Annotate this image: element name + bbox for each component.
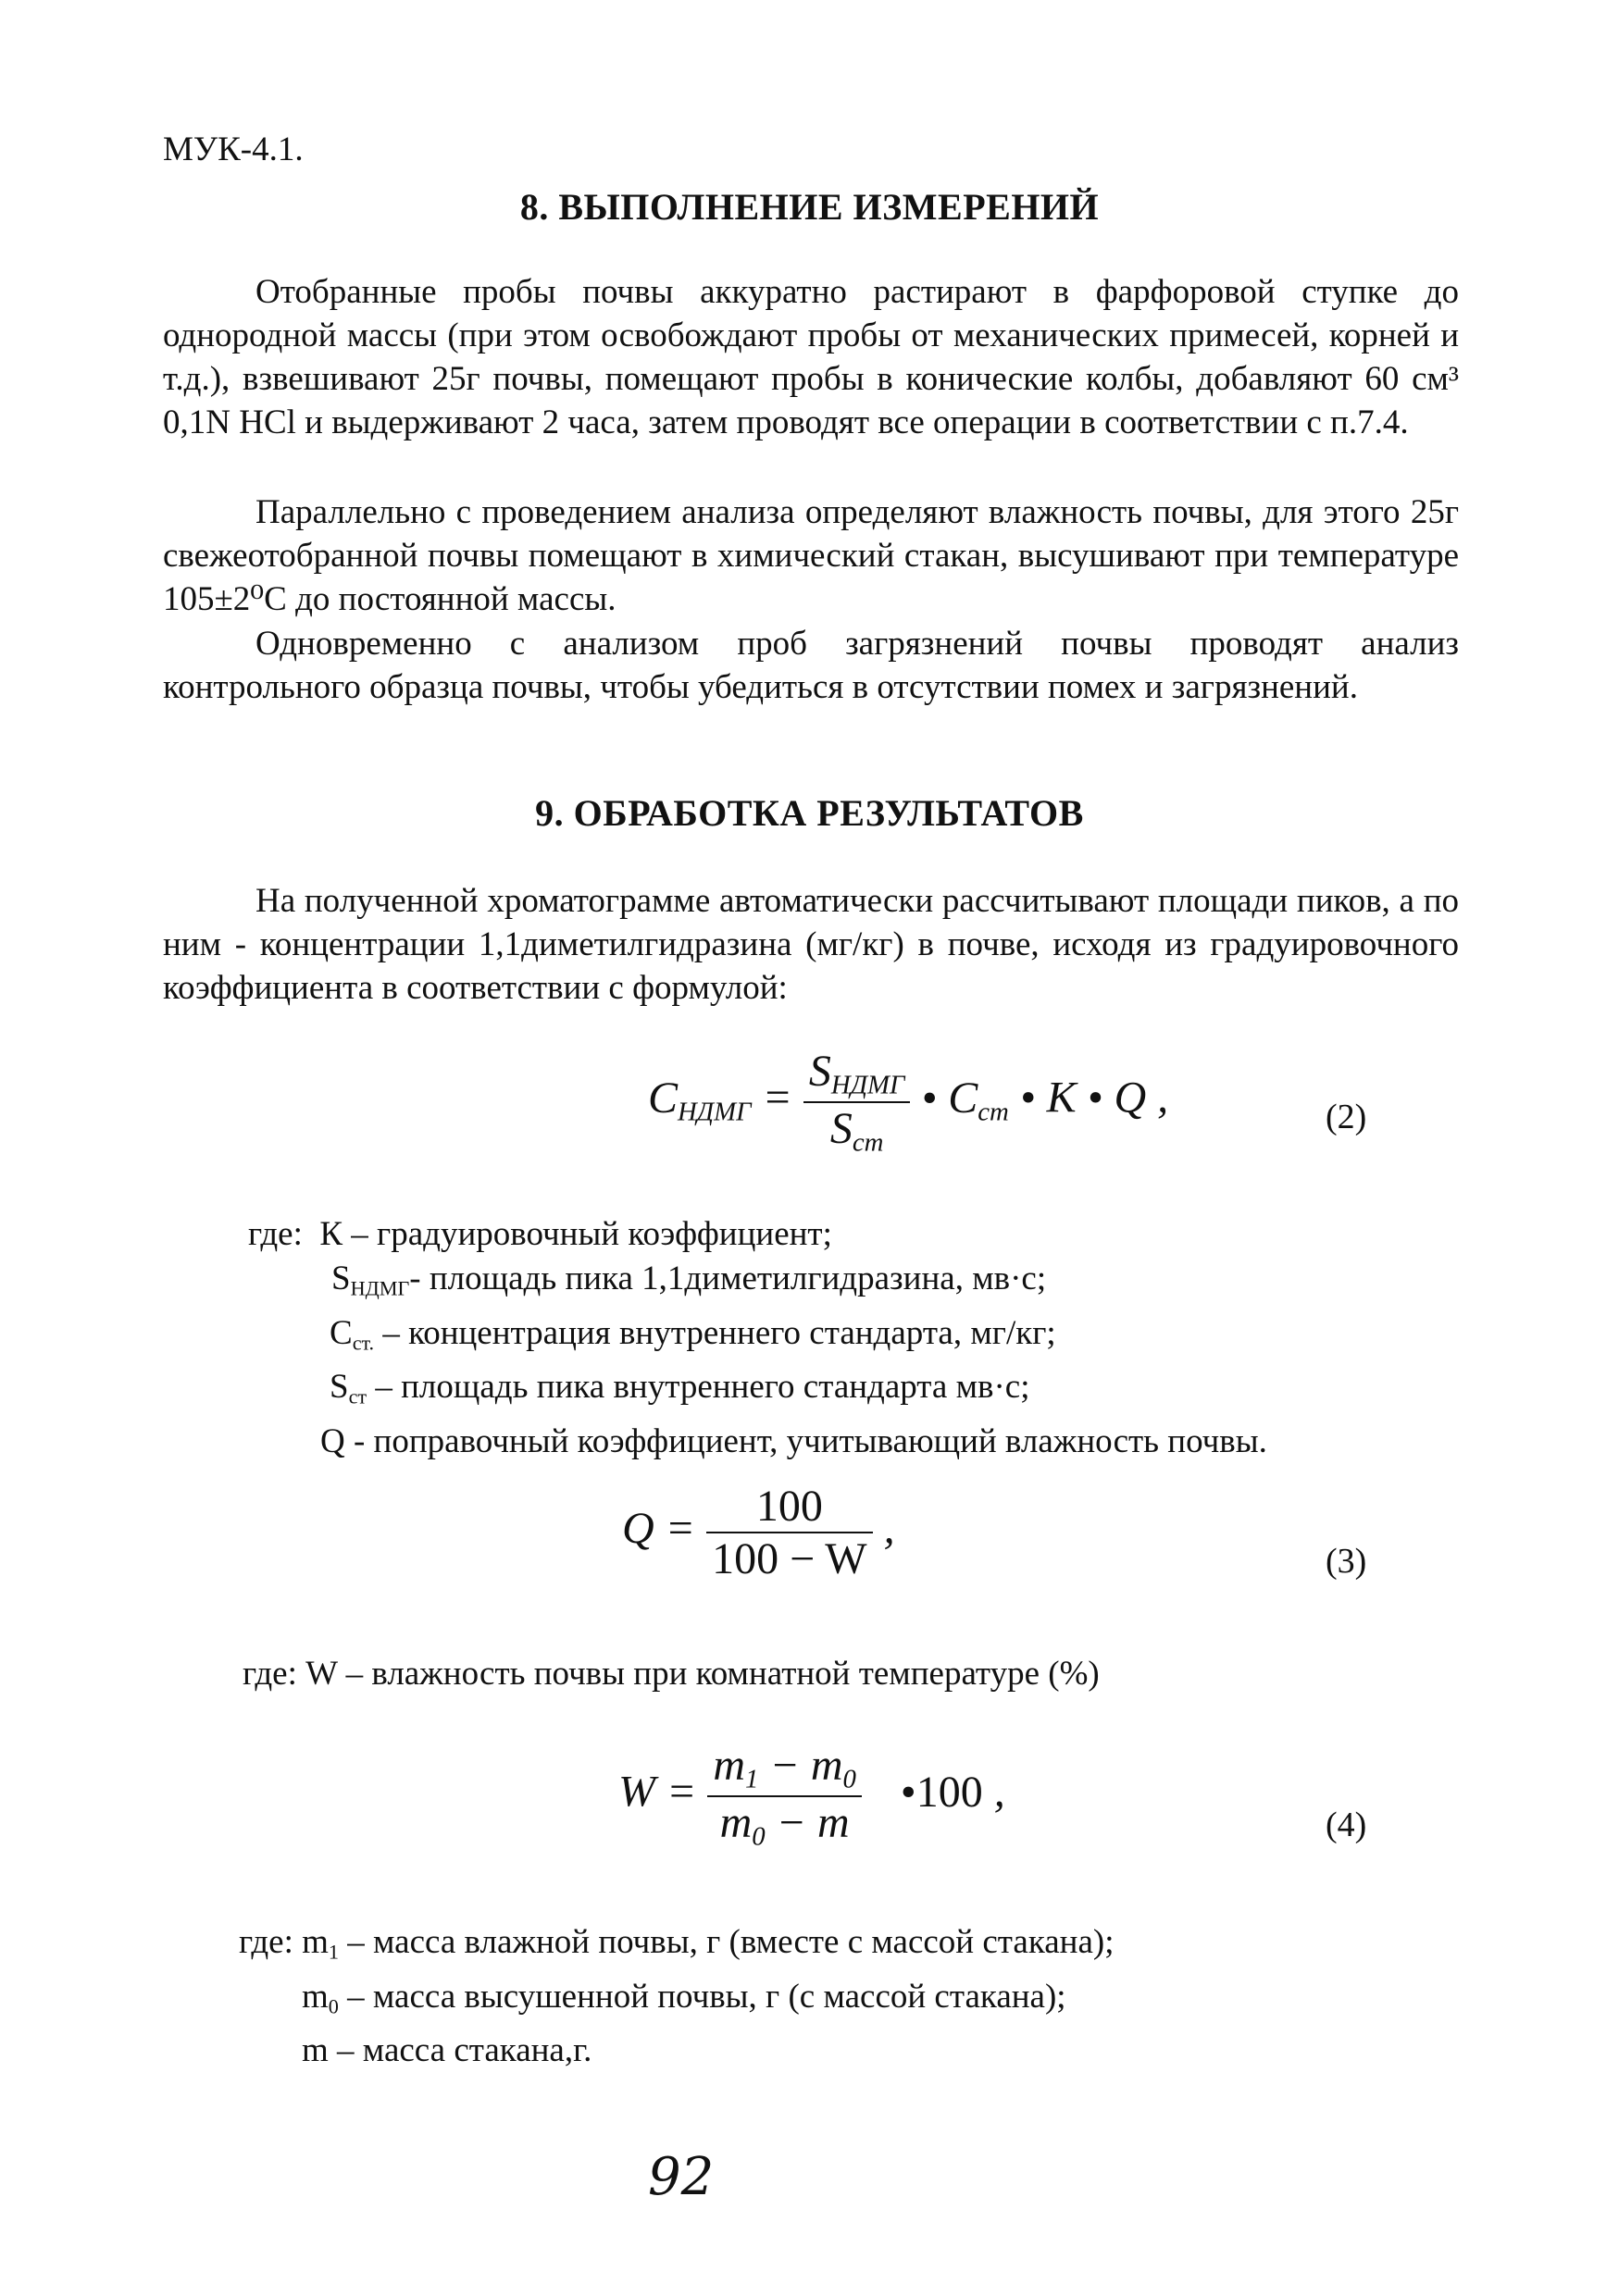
definition-m1: где: $m_1$ – масса влажной почвы, г (вместе с массой стакана); (239, 1923, 1115, 1964)
formula-4-number: (4) (1326, 1806, 1367, 1844)
formula-2-fraction (803, 1046, 911, 1158)
definition-s-ndmg: $S_{НДМГ}-$ площадь пика 1,1диметилгидразина, мв·с; (331, 1260, 1047, 1300)
formula-4-denominator: $m_0 - m$ (719, 1797, 850, 1852)
definition-m0: $m_0$ – масса высушенной почвы, г (с массой стакана); (302, 1977, 1066, 2018)
formula-4 (618, 1740, 1005, 1852)
page-number: 92 (648, 2147, 715, 2207)
formula-2-lhs: $C_{НДМГ}$ (648, 1073, 752, 1127)
formula-3-lhs: Q = (622, 1504, 696, 1554)
definition-k: где: К – градуировочный коэффициент; (248, 1215, 832, 1253)
formula-2-tail: • K • Q , (1019, 1073, 1169, 1123)
section-9-paragraph-1: На полученной хроматограмме автоматически рассчитывают площади пиков, а по ним - концентрации 1,1диметилгидразина (мг/кг) в почве, исходя из градуировочного коэффициента в соответствии с формулой: (163, 882, 1459, 1007)
formula-3-fraction (706, 1481, 873, 1584)
formula-2-equals: = (762, 1073, 792, 1123)
formula-4-numerator: $m_1 - m_0$ (707, 1740, 862, 1797)
formula-3-comma: , (883, 1504, 895, 1554)
formula-3-numerator: 100 (706, 1481, 873, 1533)
section-8-paragraph-2: Параллельно с проведением анализа определяют влажность почвы, для этого 25г свежеотобранной почвы помещают в химический стакан, высушивают при температуре 105±2⁰С до постоянной массы. (163, 493, 1459, 618)
formula-2 (648, 1046, 1168, 1158)
formula-2-factor-c: • $C_{ст}$ (921, 1073, 1009, 1127)
formula-3-definition: где: W – влажность почвы при комнатной температуре (%) (243, 1655, 1100, 1693)
definition-m: m – масса стакана,г. (302, 2031, 592, 2070)
formula-2-numerator: $S_{НДМГ}$ (803, 1046, 911, 1103)
formula-4-definitions (239, 1920, 1115, 2073)
section-8-title: 8. ВЫПОЛНЕНИЕ ИЗМЕРЕНИЙ (519, 186, 1100, 228)
section-8-paragraph-3: Одновременно с анализом проб загрязнений почвы проводят анализ контрольного образца почвы, чтобы убедиться в отсутствии помех и загрязнений. (163, 625, 1459, 706)
formula-3 (622, 1481, 895, 1584)
formula-3-number: (3) (1326, 1542, 1367, 1581)
formula-2-denominator: $S_{ст}$ (829, 1103, 884, 1158)
section-9-title: 9. ОБРАБОТКА РЕЗУЛЬТАТОВ (535, 792, 1084, 834)
formula-4-comma: , (993, 1767, 1005, 1817)
formula-4-lhs: W = (618, 1767, 697, 1817)
definition-q: Q - поправочный коэффициент, учитывающий влажность почвы. (320, 1421, 1267, 1460)
document-code: МУК-4.1. (163, 130, 304, 168)
formula-4-fraction (707, 1740, 862, 1852)
formula-2-definitions (248, 1212, 1267, 1464)
section-8-paragraph-1: Отобранные пробы почвы аккуратно растирают в фарфоровой ступке до однородной массы (при этом освобождают пробы от механических примесей, корней и т.д.), взвешивают 25г почвы, помещают пробы в конические колбы, добавляют 60 см³ 0,1N HCl и выдерживают 2 часа, затем проводят все операции в соответствии с п.7.4. (163, 273, 1459, 441)
formula-2-number: (2) (1326, 1098, 1367, 1136)
formula-3-denominator: 100 − W (712, 1534, 867, 1583)
definition-s-st: $S_{ст}$ – площадь пика внутреннего стандарта мв·с; (330, 1368, 1030, 1409)
definition-c-st: $С_{ст.}$ – концентрация внутреннего стандарта, мг/кг; (330, 1313, 1056, 1355)
formula-4-factor: •100 (900, 1767, 983, 1817)
